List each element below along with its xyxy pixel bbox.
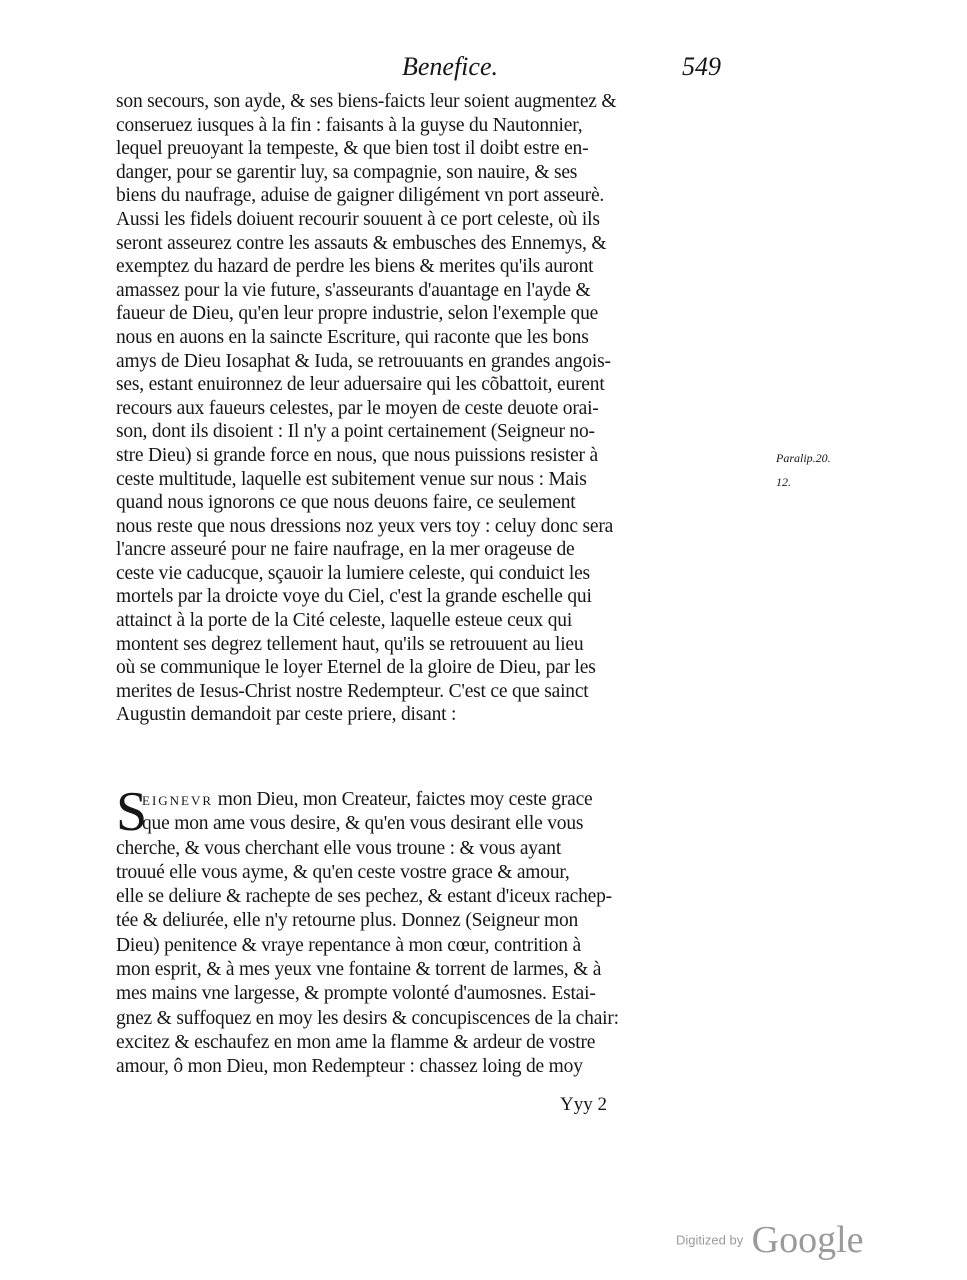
prayer-line: Dieu) penitence & vraye repentance à mon cœur, contrition à <box>116 934 581 956</box>
text-line: l'ancre asseuré pour ne faire naufrage, en la mer orageuse de <box>116 539 575 561</box>
text-line: nous reste que nous dressions noz yeux vers toy : celuy donc sera <box>116 515 614 537</box>
margin-note <box>776 446 831 494</box>
text-line: biens du naufrage, aduise de gaigner diligément vn port asseurè. <box>116 185 605 207</box>
body-text <box>116 90 756 727</box>
text-line: recours aux faueurs celestes, par le moyen de ceste deuote orai- <box>116 397 599 419</box>
running-title: Benefice. <box>402 52 498 81</box>
text-line: amys de Dieu Iosaphat & Iuda, se retrouuants en grandes angois- <box>116 350 611 372</box>
prayer-smallcaps: EIGNEVR <box>142 793 214 808</box>
watermark-prefix: Digitized by <box>676 1232 744 1248</box>
text-line: conseruez iusques à la fin : faisants à la guyse du Nautonnier, <box>116 114 583 136</box>
prayer-line: mon esprit, & à mes yeux vne fontaine & torrent de larmes, & à <box>116 959 602 981</box>
text-line: mortels par la droicte voye du Ciel, c'est la grande eschelle qui <box>116 586 592 608</box>
margin-note-reference: Paralip.20. <box>776 451 831 465</box>
text-line: ceste multitude, laquelle est subitement venue sur nous : Mais <box>116 468 587 490</box>
text-line: nous en auons en la saincte Escriture, qui raconte que les bons <box>116 326 589 348</box>
text-line: quand nous ignorons ce que nous deuons faire, ce seulement <box>116 492 576 514</box>
prayer-line: trouué elle vous ayme, & qu'en ceste vostre grace & amour, <box>116 861 570 883</box>
drop-cap: S <box>116 781 147 843</box>
text-line: montent ses degrez tellement haut, qu'ils se retrouuent au lieu <box>116 633 584 655</box>
page-number: 549 <box>682 52 721 81</box>
text-line: exemptez du hazard de perdre les biens & merites qu'ils auront <box>116 256 594 278</box>
prayer-line: gnez & suffoquez en moy les desirs & concupiscences de la chair: <box>116 1007 619 1029</box>
text-line: amassez pour la vie future, s'asseurants d'auantage en l'ayde & <box>116 279 591 301</box>
text-line: son, dont ils disoient : Il n'y a point certainement (Seigneur no- <box>116 421 595 443</box>
text-line: son secours, son ayde, & ses biens-faicts leur soient augmentez & <box>116 91 617 112</box>
prayer-line: elle se deliure & rachepte de ses pechez, & estant d'iceux rachep- <box>116 886 612 908</box>
text-line: faueur de Dieu, qu'en leur propre industrie, selon l'exemple que <box>116 303 599 325</box>
prayer-line: cherche, & vous cherchant elle vous troune : & vous ayant <box>116 837 562 859</box>
text-line: ses, estant enuironnez de leur aduersaire qui les cõbattoit, eurent <box>116 374 605 396</box>
prayer-line: mes mains vne largesse, & prompte volonté d'aumosnes. Estai- <box>116 983 596 1005</box>
prayer-line: excitez & eschaufez en mon ame la flamme & ardeur de vostre <box>116 1031 596 1053</box>
text-line: stre Dieu) si grande force en nous, que nous puissions resister à <box>116 444 598 466</box>
digitized-watermark <box>676 1218 864 1262</box>
text-line: attainct à la porte de la Cité celeste, laquelle esteue ceux qui <box>116 610 573 632</box>
signature-mark: Yyy 2 <box>560 1094 607 1115</box>
google-logo: Google <box>751 1219 864 1261</box>
prayer-line: tée & deliurée, elle n'y retourne plus. Donnez (Seigneur mon <box>116 910 579 932</box>
prayer-line: que mon ame vous desire, & qu'en vous desirant elle vous <box>142 813 584 835</box>
text-line: ceste vie caducque, sçauoir la lumiere celeste, qui conduict les <box>116 562 590 584</box>
text-line: seront asseurez contre les assauts & embusches des Ennemys, & <box>116 232 607 254</box>
text-line: où se communique le loyer Eternel de la gloire de Dieu, par les <box>116 657 596 679</box>
prayer-line: amour, ô mon Dieu, mon Redempteur : chassez loing de moy <box>116 1056 583 1078</box>
margin-note-verse: 12. <box>776 475 791 489</box>
prayer-first-line-rest: mon Dieu, mon Createur, faictes moy ceste grace <box>213 789 593 810</box>
text-line: danger, pour se garentir luy, sa compagnie, son nauire, & ses <box>116 161 578 183</box>
text-line: merites de Iesus-Christ nostre Redempteur. C'est ce que sainct <box>116 680 589 702</box>
prayer-text <box>116 781 756 1080</box>
text-line: Aussi les fidels doiuent recourir souuent à ce port celeste, où ils <box>116 208 600 230</box>
text-line: lequel preuoyant la tempeste, & que bien tost il doibt estre en- <box>116 138 589 160</box>
text-line: Augustin demandoit par ceste priere, disant : <box>116 704 457 726</box>
